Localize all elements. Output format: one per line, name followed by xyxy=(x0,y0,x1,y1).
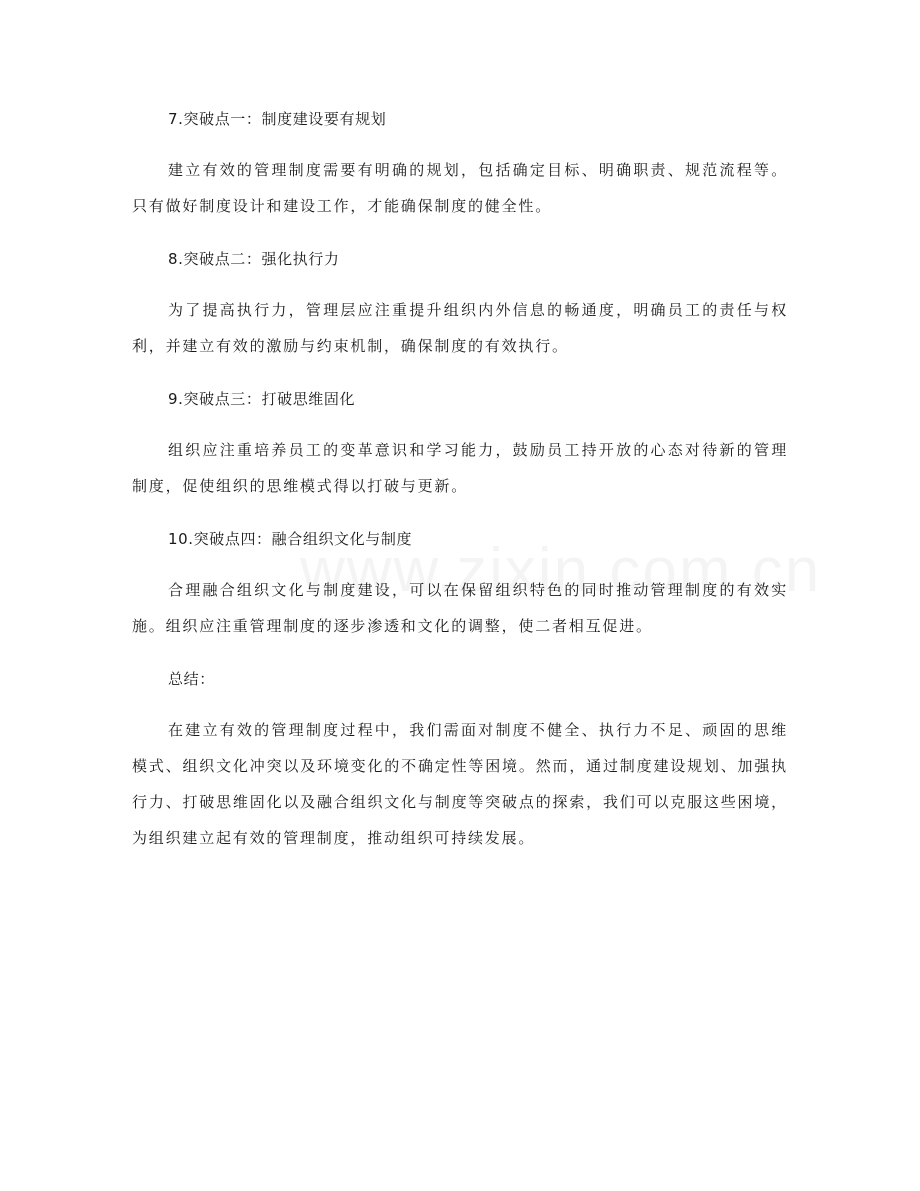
summary-paragraph: 在建立有效的管理制度过程中，我们需面对制度不健全、执行力不足、顽固的思维模式、组织文化冲突以及环境变化的不确定性等困境。然而，通过制度建设规划、加强执行力、打破思维固化以及融合组织文化与制度等突破点的探索，我们可以克服这些困境，为组织建立起有效的管理制度，推动组织可持续发展。 xyxy=(132,721,788,847)
section-heading-10: 10.突破点四：融合组织文化与制度 xyxy=(168,530,413,548)
summary-heading: 总结： xyxy=(168,670,215,688)
section-heading-9: 9.突破点三：打破思维固化 xyxy=(168,390,356,408)
section-paragraph-8: 为了提高执行力，管理层应注重提升组织内外信息的畅通度，明确员工的责任与权利，并建立有效的激励与约束机制，确保制度的有效执行。 xyxy=(132,301,788,355)
section-paragraph-7: 建立有效的管理制度需要有明确的规划，包括确定目标、明确职责、规范流程等。只有做好制度设计和建设工作，才能确保制度的健全性。 xyxy=(132,161,788,215)
section-heading-8: 8.突破点二：强化执行力 xyxy=(168,250,340,268)
section-paragraph-10: 合理融合组织文化与制度建设，可以在保留组织特色的同时推动管理制度的有效实施。组织应注重管理制度的逐步渗透和文化的调整，使二者相互促进。 xyxy=(132,581,788,635)
document-body xyxy=(132,104,788,856)
section-heading-7: 7.突破点一：制度建设要有规划 xyxy=(168,110,387,128)
section-paragraph-9: 组织应注重培养员工的变革意识和学习能力，鼓励员工持开放的心态对待新的管理制度，促使组织的思维模式得以打破与更新。 xyxy=(132,441,788,495)
